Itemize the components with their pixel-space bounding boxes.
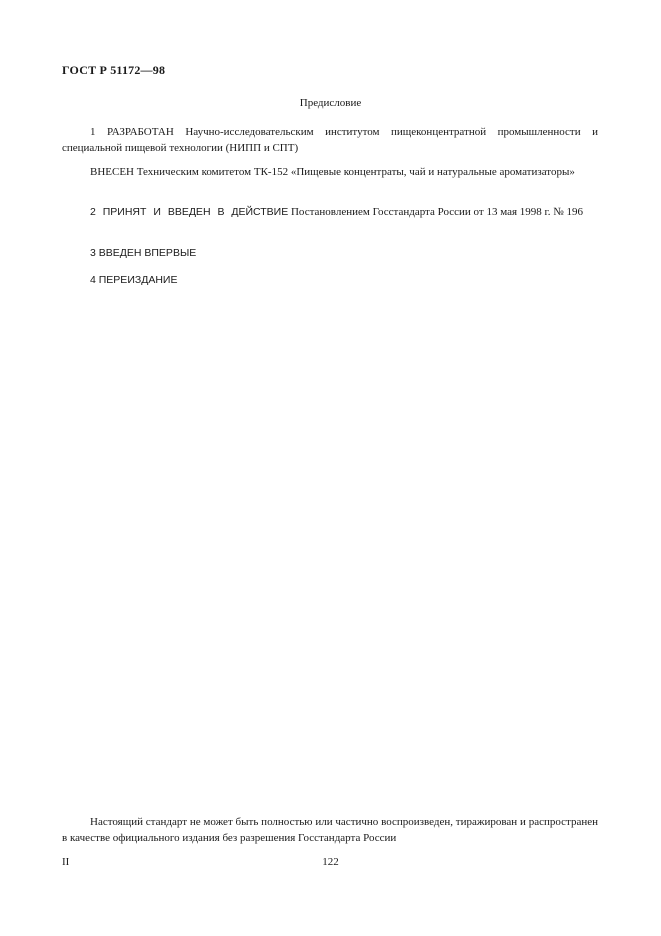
foreword-item-first-introduced [62, 245, 598, 261]
foreword-item-developed [62, 124, 598, 156]
foreword-item-lead: 2 ПРИНЯТ И ВВЕДЕН В ДЕЙСТВИЕ [90, 206, 289, 218]
standard-code-header: ГОСТ Р 51172—98 [62, 63, 166, 77]
foreword-item-lead: ВНЕСЕН [90, 166, 134, 178]
copyright-notice [62, 814, 598, 846]
foreword-item-text: Техническим комитетом ТК-152 «Пищевые концентраты, чай и натуральные ароматизаторы» [134, 166, 575, 178]
foreword-item-text: Постановлением Госстандарта России от 13 мая 1998 г. № 196 [288, 206, 584, 218]
foreword-item-lead: 3 ВВЕДЕН ВПЕРВЫЕ [90, 247, 197, 259]
roman-page-number: II [62, 856, 70, 868]
foreword-item-adopted [62, 204, 598, 220]
foreword-item-introduced [62, 164, 598, 180]
foreword-item-text: Научно-исследовательским институтом пищеконцентратной промышленности и специальной пищевой технологии (НИПП и СПТ) [62, 126, 598, 154]
foreword-item-lead: 1 РАЗРАБОТАН [90, 126, 174, 138]
page-number: 122 [322, 856, 339, 868]
foreword-item-lead: 4 ПЕРЕИЗДАНИЕ [90, 274, 178, 286]
copyright-notice-text: Настоящий стандарт не может быть полностью или частично воспроизведен, тиражирован и распространен в качестве официального издания без разрешения Госстандарта России [62, 816, 598, 844]
foreword-item-reissue [62, 272, 598, 288]
foreword-title: Предисловие [299, 97, 362, 109]
